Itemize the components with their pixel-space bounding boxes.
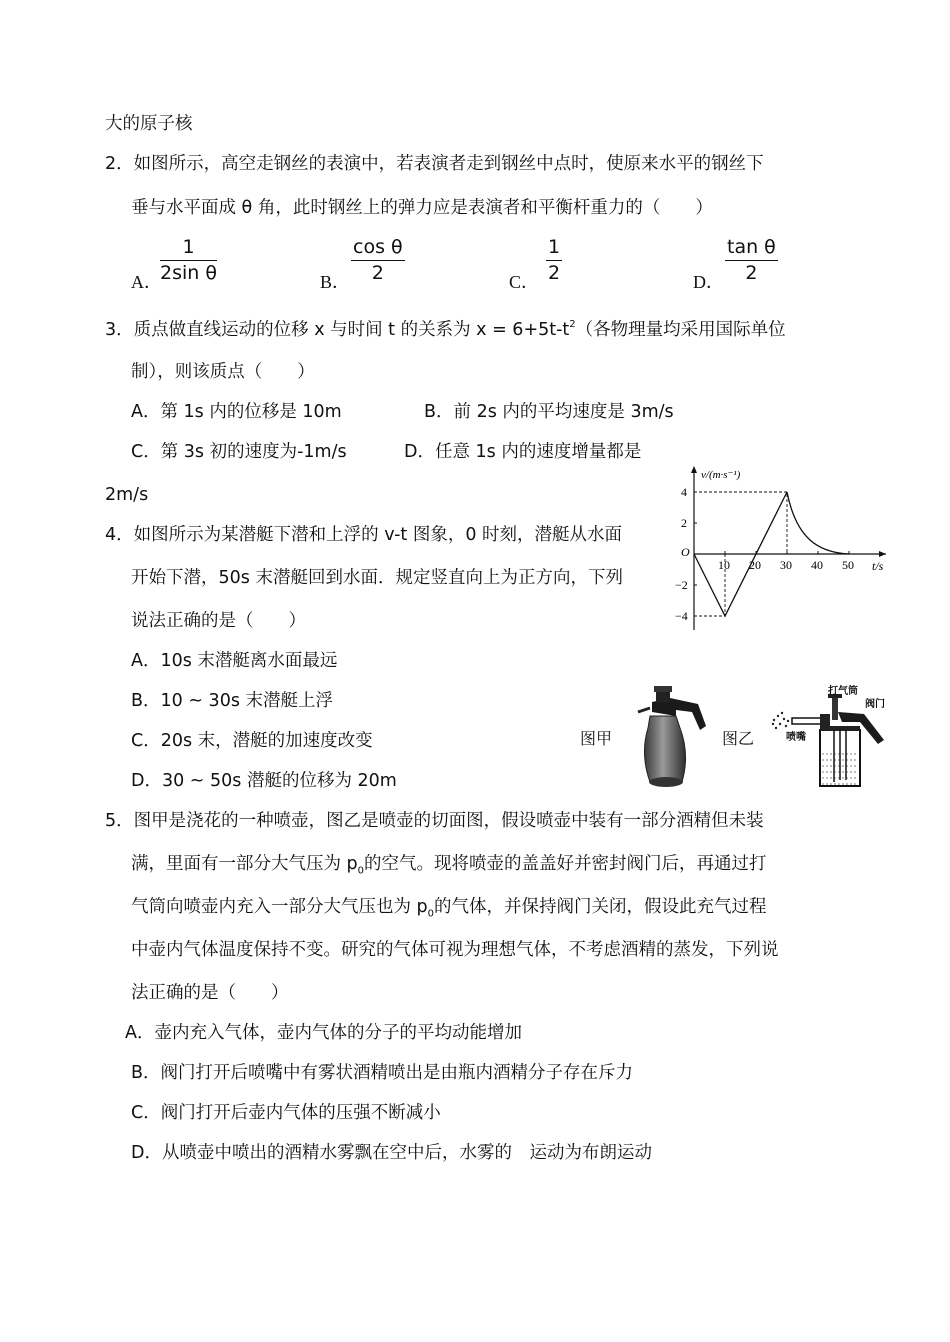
- q3-option-d-cont: 2m/s: [105, 485, 149, 505]
- q2-option-b-label: B．: [320, 272, 351, 292]
- figure-yi-label: 图乙: [722, 729, 755, 748]
- q5-option-b: B．阀门打开后喷嘴中有雾状酒精喷出是由瓶内酒精分子存在斥力: [131, 1063, 634, 1083]
- q2-option-a-fraction: $\frac{1}{\text{2sin θ}}$: [160, 236, 217, 284]
- x-axis-label: t/s: [872, 559, 884, 573]
- valve-label: 阀门: [865, 699, 885, 710]
- pump-label: 打气筒: [828, 686, 858, 697]
- q5-option-a: A．壶内充入气体，壶内气体的分子的平均动能增加: [125, 1023, 522, 1043]
- q2-option-c-label: C．: [509, 272, 540, 292]
- x-tick-label: 30: [780, 558, 792, 572]
- q3-option-a: A．第 1s 内的位移是 10m: [131, 402, 342, 422]
- vt-chart: [672, 462, 902, 634]
- question-5-line-4: 中壶内气体温度保持不变。研究的气体可视为理想气体，不考虑酒精的蒸发，下列说: [131, 940, 779, 960]
- question-4-line-2: 开始下潜，50s 末潜艇回到水面．规定竖直向上为正方向，下列: [131, 568, 623, 588]
- question-3-line-1: 3．质点做直线运动的位移 x 与时间 t 的关系为 $x = 6+5t-t^2$（各物理量均采用国际单位: [105, 319, 786, 340]
- question-5-line-3: 气筒向喷壶内充入一部分大气压也为 $p_0$的气体，并保持阀门关闭，假设此充气过程: [131, 897, 767, 920]
- question-5-line-2: 满，里面有一部分大气压为 $p_0$的空气。现将喷壶的盖盖好并密封阀门后，再通过打: [131, 854, 767, 877]
- question-4-line-3: 说法正确的是（ ）: [131, 611, 306, 631]
- q4-option-c: C．20s 末，潜艇的加速度改变: [131, 731, 373, 751]
- x-tick-label: 50: [842, 558, 854, 572]
- y-axis-label: v/(m·s⁻¹): [701, 469, 741, 481]
- question-5-line-5: 法正确的是（ ）: [131, 983, 289, 1003]
- x-tick-label: 20: [749, 558, 761, 572]
- nozzle-label: 喷嘴: [786, 732, 806, 743]
- q3-option-b: B．前 2s 内的平均速度是 3m/s: [424, 402, 674, 422]
- figure-jia-label: 图甲: [580, 729, 613, 748]
- origin-label: O: [681, 545, 690, 559]
- q2-option-a-label: A．: [131, 272, 162, 292]
- y-tick-label: −4: [675, 609, 688, 623]
- guide-peak: [694, 492, 787, 554]
- q4-option-b: B．10 ~ 30s 末潜艇上浮: [131, 691, 334, 711]
- y-axis-arrow: [691, 466, 697, 473]
- y-tick-label: 2: [681, 516, 687, 530]
- q4-option-a: A．10s 末潜艇离水面最远: [131, 651, 338, 671]
- q3-option-c: C．第 3s 初的速度为-1m/s: [131, 442, 347, 462]
- x-tick-label: 40: [811, 558, 823, 572]
- q2-option-b-fraction: $\frac{\text{cos θ}}{2}$: [353, 236, 403, 284]
- q2-option-c-fraction: $\frac{1}{2}$: [548, 236, 561, 284]
- q5-option-c: C．阀门打开后壶内气体的压强不断减小: [131, 1103, 441, 1123]
- x-axis-arrow: [879, 551, 886, 557]
- question-2-line-2: 垂与水平面成 θ 角，此时钢丝上的弹力应是表演者和平衡杆重力的（ ）: [131, 198, 713, 218]
- q2-option-d-fraction: $\frac{\text{tan θ}}{2}$: [727, 236, 776, 284]
- series-line-decay: [787, 492, 849, 554]
- sprayer-photo: [630, 684, 710, 790]
- q5-option-d: D．从喷壶中喷出的酒精水雾飘在空中后，水雾的 运动为布朗运动: [131, 1143, 652, 1163]
- question-3-line-2: 制），则该质点（ ）: [131, 362, 315, 382]
- x-tick-label: 10: [718, 558, 730, 572]
- y-tick-label: 4: [681, 485, 687, 499]
- q3-option-d: D．任意 1s 内的速度增量都是: [404, 442, 642, 462]
- q4-option-d: D．30 ~ 50s 潜艇的位移为 20m: [131, 771, 397, 791]
- question-2-line-1: 2．如图所示，高空走钢丝的表演中，若表演者走到钢丝中点时，使原来水平的钢丝下: [105, 154, 764, 174]
- question-5-line-1: 5．图甲是浇花的一种喷壶，图乙是喷壶的切面图，假设喷壶中装有一部分酒精但未装: [105, 811, 764, 831]
- q2-option-d-label: D．: [693, 272, 724, 292]
- line-fragment: 大的原子核: [105, 114, 193, 134]
- question-4-line-1: 4．如图所示为某潜艇下潜和上浮的 v-t 图象，0 时刻，潜艇从水面: [105, 525, 623, 545]
- y-tick-label: −2: [675, 578, 688, 592]
